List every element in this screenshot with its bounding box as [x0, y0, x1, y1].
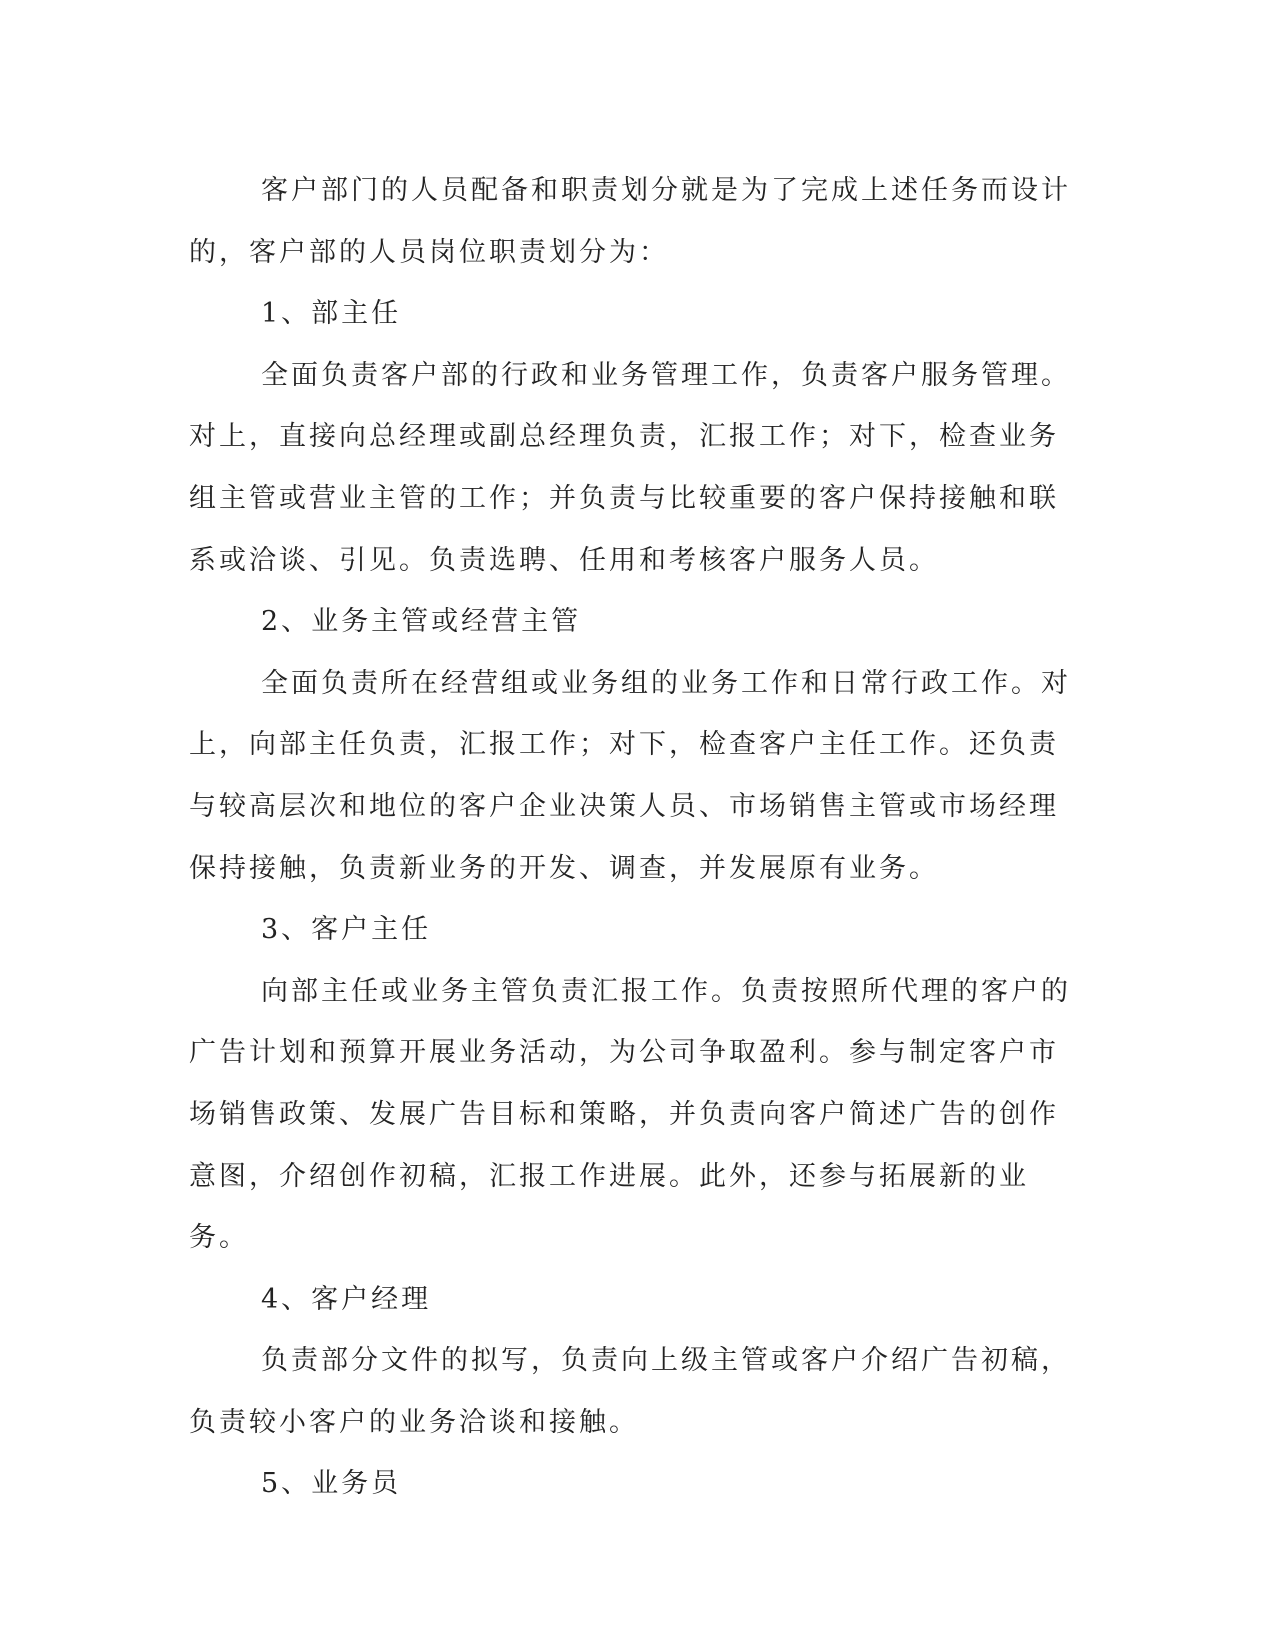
heading-business-supervisor: 2、业务主管或经营主管: [261, 606, 582, 638]
heading-salesperson: 5、业务员: [261, 1468, 402, 1500]
document-body: [189, 160, 1077, 1515]
paragraph-business-supervisor: 全面负责所在经营组或业务组的业务工作和日常行政工作。对上，向部主任负责，汇报工作；对下，检查客户主任工作。还负责与较高层次和地位的客户企业决策人员、市场销售主管或市场经理保持接触，负责新业务的开发、调查，并发展原有业务。: [189, 667, 1071, 884]
paragraph-department-director: 全面负责客户部的行政和业务管理工作，负责客户服务管理。对上，直接向总经理或副总经理负责，汇报工作；对下，检查业务组主管或营业主管的工作；并负责与比较重要的客户保持接触和联系或洽谈、引见。负责选聘、任用和考核客户服务人员。: [189, 359, 1071, 576]
paragraph-intro: 客户部门的人员配备和职责划分就是为了完成上述任务而设计的，客户部的人员岗位职责划分为：: [189, 175, 1071, 268]
paragraph-account-manager: 负责部分文件的拟写，负责向上级主管或客户介绍广告初稿，负责较小客户的业务洽谈和接触。: [189, 1345, 1071, 1438]
paragraph-account-director: 向部主任或业务主管负责汇报工作。负责按照所代理的客户的广告计划和预算开展业务活动，为公司争取盈利。参与制定客户市场销售政策、发展广告目标和策略，并负责向客户简述广告的创作意图，介绍创作初稿，汇报工作进展。此外，还参与拓展新的业务。: [189, 975, 1071, 1254]
heading-account-director: 3、客户主任: [261, 914, 432, 946]
heading-account-manager: 4、客户经理: [261, 1283, 432, 1315]
heading-department-director: 1、部主任: [261, 298, 402, 330]
